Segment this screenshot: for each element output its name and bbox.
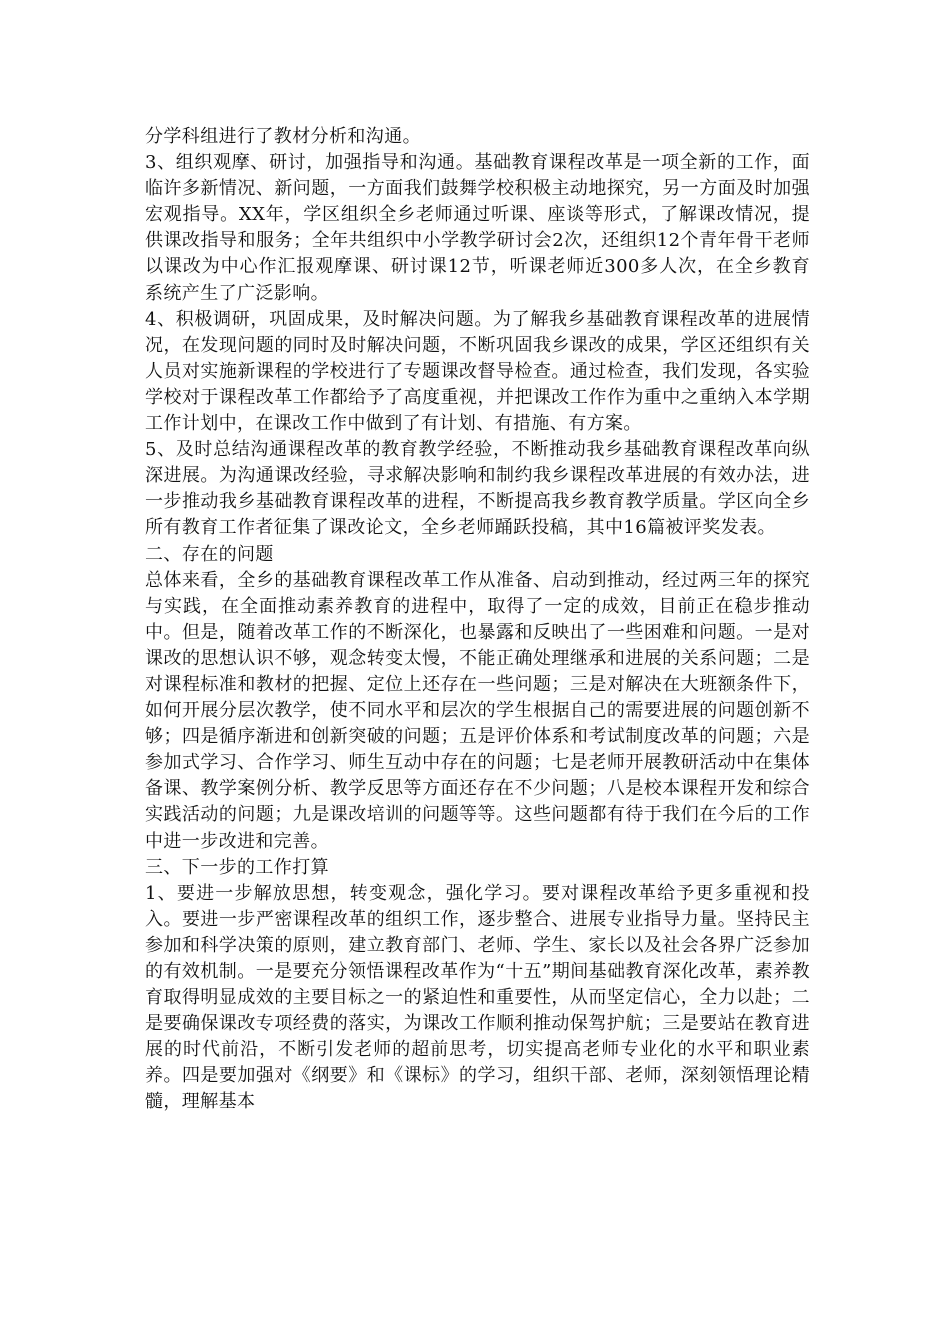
- paragraph-item-5: 5、及时总结沟通课程改革的教育教学经验，不断推动我乡基础教育课程改革向纵深进展。为沟通课改经验，寻求解决影响和制约我乡课程改革进展的有效办法，进一步推动我乡基础教育课程改革的进程，不断提高我乡教育教学质量。学区向全乡所有教育工作者征集了课改论文，全乡老师踊跃投稿，其中16篇被评奖发表。: [145, 439, 810, 539]
- paragraph-continuation: 分学科组进行了教材分析和沟通。: [145, 126, 421, 147]
- paragraph-item-3: 3、组织观摩、研讨，加强指导和沟通。基础教育课程改革是一项全新的工作，面临许多新情况、新问题，一方面我们鼓舞学校积极主动地探究，另一方面及时加强宏观指导。XX年，学区组织全乡老师通过听课、座谈等形式，了解课改情况，提供课改指导和服务；全年共组织中小学教学研讨会2次，还组织12个青年骨干老师以课改为中心作汇报观摩课、研讨课12节，听课老师近300多人次，在全乡教育系统产生了广泛影响。: [145, 152, 810, 304]
- section-heading-next-steps: 三、下一步的工作打算: [145, 856, 329, 878]
- paragraph-problems: 总体来看，全乡的基础教育课程改革工作从准备、启动到推动，经过两三年的探究与实践，在全面推动素养教育的进程中，取得了一定的成效，目前正在稳步推动中。但是，随着改革工作的不断深化，也暴露和反映出了一些困难和问题。一是对课改的思想认识不够，观念转变太慢，不能正确处理继承和进展的关系问题；二是对课程标准和教材的把握、定位上还存在一些问题；三是对解决在大班额条件下，如何开展分层次教学，使不同水平和层次的学生根据自己的需要进展的问题创新不够；四是循序渐进和创新突破的问题；五是评价体系和考试制度改革的问题；六是参加式学习、合作学习、师生互动中存在的问题；七是老师开展教研活动中在集体备课、教学案例分析、教学反思等方面还存在不少问题；八是校本课程开发和综合实践活动的问题；九是课改培训的问题等等。这些问题都有待于我们在今后的工作中进一步改进和完善。: [145, 569, 810, 852]
- paragraph-next-step-1: 1、要进一步解放思想，转变观念，强化学习。要对课程改革给予更多重视和投入。要进一步严密课程改革的组织工作，逐步整合、进展专业指导力量。坚持民主参加和科学决策的原则，建立教育部门、老师、学生、家长以及社会各界广泛参加的有效机制。一是要充分领悟课程改革作为“十五”期间基础教育深化改革，素养教育取得明显成效的主要目标之一的紧迫性和重要性，从而坚定信心，全力以赴；二是要确保课改专项经费的落实，为课改工作顺利推动保驾护航；三是要站在教育进展的时代前沿，不断引发老师的超前思考，切实提高老师专业化的水平和职业素养。四是要加强对《纲要》和《课标》的学习，组织干部、老师，深刻领悟理论精髓，理解基本: [145, 882, 810, 1113]
- section-heading-problems: 二、存在的问题: [145, 543, 274, 565]
- paragraph-item-4: 4、积极调研，巩固成果，及时解决问题。为了解我乡基础教育课程改革的进展情况，在发现问题的同时及时解决问题，不断巩固我乡课改的成果，学区还组织有关人员对实施新课程的学校进行了专题课改督导检查。通过检查，我们发现，各实验学校对于课程改革工作都给予了高度重视，并把课改工作作为重中之重纳入本学期工作计划中，在课改工作中做到了有计划、有措施、有方案。: [145, 308, 810, 435]
- document-body: [145, 124, 810, 1116]
